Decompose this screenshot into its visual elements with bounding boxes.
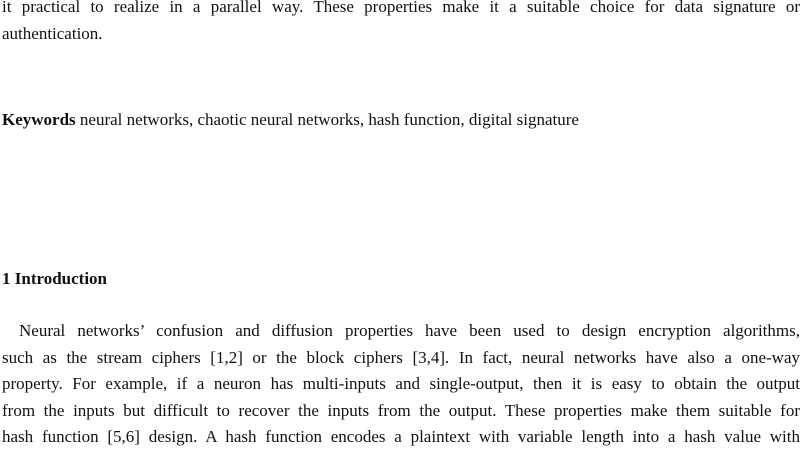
keywords-text: neural networks, chaotic neural networks, hash function, digital signature bbox=[79, 110, 579, 129]
introduction-paragraph bbox=[2, 318, 800, 451]
keywords-line bbox=[2, 107, 800, 133]
intro-line-1: Neural networks’ confusion and diffusion properties have been used to design encryption algorithms, bbox=[19, 321, 800, 340]
intro-line-5: hash function [5,6] design. A hash function encodes a plaintext with variable length into a hash value with bbox=[2, 427, 800, 446]
intro-line-3: property. For example, if a neuron has multi-inputs and single-output, then it is easy to obtain the output bbox=[2, 374, 800, 393]
keywords-label: Keywords bbox=[2, 110, 76, 129]
abstract-line-1: it practical to realize in a parallel way. These properties make it a suitable choice for data signature or bbox=[2, 0, 800, 16]
abstract-paragraph-tail bbox=[2, 0, 800, 47]
intro-line-4: from the inputs but difficult to recover the inputs from the output. These properties make them suitable for bbox=[2, 400, 800, 420]
section-heading-introduction: 1 Introduction bbox=[2, 269, 108, 288]
intro-line-2: such as the stream ciphers [1,2] or the block ciphers [3,4]. In fact, neural networks have also a one-way bbox=[2, 347, 800, 367]
abstract-line-2: authentication. bbox=[2, 23, 103, 43]
